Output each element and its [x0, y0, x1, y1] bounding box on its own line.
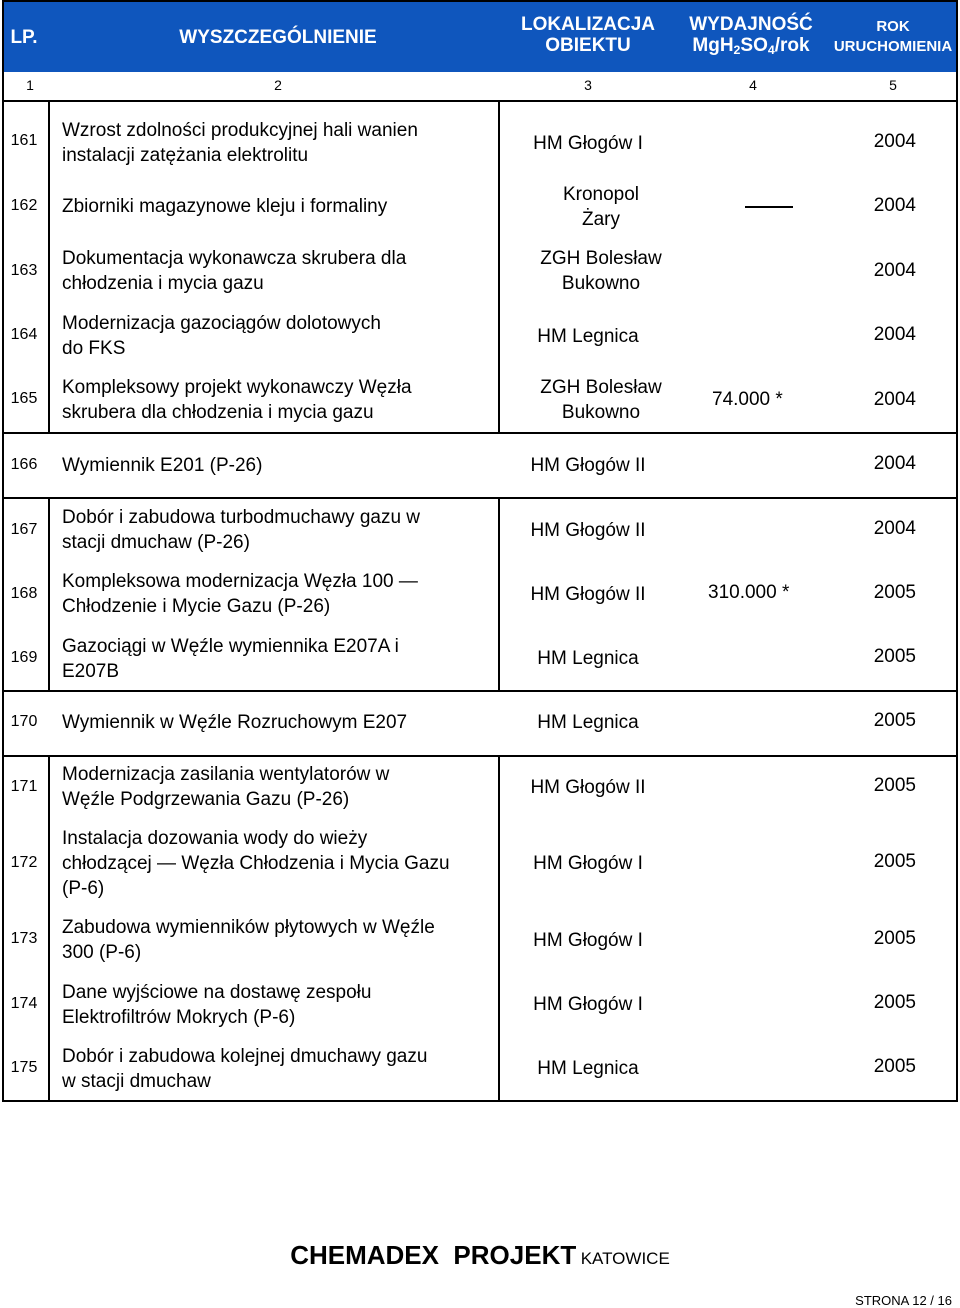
header-capacity-line2: $MgH_2SO_4$/rok [692, 35, 810, 58]
divider-a1 [48, 102, 50, 432]
row-170-lp: 170 [10, 713, 38, 730]
row-170-location: HM Legnica [537, 712, 639, 733]
row-174-year: 2005 [873, 992, 916, 1013]
row-168-output: 310.000 * [708, 582, 790, 603]
footer-title [0, 1240, 960, 1271]
row-168-lp: 168 [10, 585, 38, 602]
row-162-lp: 162 [10, 197, 38, 214]
row-168-description: Kompleksowa modernizacja Węzła 100 — Chłodzenie i Mycie Gazu (P-26) [62, 571, 418, 617]
row-169-location: HM Legnica [537, 648, 639, 669]
row-166-lp: 166 [10, 456, 38, 473]
row-163-location: ZGH Bolesław Bukowno [540, 248, 662, 294]
row-174-lp: 174 [10, 995, 38, 1012]
divider-c1 [48, 757, 50, 1100]
row-171-lp: 171 [10, 778, 38, 795]
header-location [502, 14, 674, 57]
row-166-location: HM Głogów II [530, 455, 646, 476]
row-173-description: Zabudowa wymienników płytowych w Węźle 300 (P-6) [62, 917, 435, 963]
row-161-location: HM Głogów I [533, 133, 643, 154]
row-175-lp: 175 [10, 1059, 38, 1076]
row-162-description: Zbiorniki magazynowe kleju i formaliny [62, 196, 388, 217]
table-border-bottom [2, 1100, 956, 1102]
divider-b1 [48, 499, 50, 690]
row-164-location: HM Legnica [537, 326, 639, 347]
header-location-line2: OBIEKTU [545, 35, 631, 57]
row-165-output: 74.000 * [712, 389, 783, 410]
row-175-location: HM Legnica [537, 1058, 639, 1079]
row-163-description: Dokumentacja wykonawcza skrubera dla chłodzenia i mycia gazu [62, 248, 407, 294]
row-168-year: 2005 [873, 582, 916, 603]
row-169-lp: 169 [10, 649, 38, 666]
row-174-description: Dane wyjściowe na dostawę zespołu Elektrofiltrów Mokrych (P-6) [62, 982, 372, 1028]
row-167-location: HM Głogów II [530, 520, 646, 541]
row-169-year: 2005 [873, 646, 916, 667]
row-172-location: HM Głogów I [533, 853, 643, 874]
header-year-line2: URUCHOMIENIA [833, 38, 953, 56]
row-170-description: Wymiennik w Węźle Rozruchowym E207 [62, 712, 408, 733]
row-173-location: HM Głogów I [533, 930, 643, 951]
row-167-description: Dobór i zabudowa turbodmuchawy gazu w stacji dmuchaw (P-26) [62, 507, 421, 553]
footer-company: CHEMADEX PROJEKT [290, 1240, 577, 1270]
row-165-description: Kompleksowy projekt wykonawczy Węzła skrubera dla chłodzenia i mycia gazu [62, 377, 412, 423]
row-163-year: 2004 [873, 260, 916, 281]
row-163-lp: 163 [10, 262, 38, 279]
divider-b2 [498, 499, 500, 690]
row-165-year: 2004 [873, 389, 916, 410]
row-173-lp: 173 [10, 930, 38, 947]
row-175-description: Dobór i zabudowa kolejnej dmuchawy gazu w stacji dmuchaw [62, 1046, 428, 1092]
row-175-year: 2005 [873, 1056, 916, 1077]
row-162-year: 2004 [873, 195, 916, 216]
column-number-3: 3 [584, 77, 592, 93]
header-year-line1: ROK [876, 18, 910, 35]
header-capacity [678, 14, 824, 58]
row-164-lp: 164 [10, 326, 38, 343]
row-171-year: 2005 [873, 775, 916, 796]
row-161-year: 2004 [873, 131, 916, 152]
row-162-output-dash [745, 206, 793, 208]
header-year [826, 17, 960, 58]
column-number-5: 5 [889, 77, 897, 93]
row-164-year: 2004 [873, 324, 916, 345]
row-166-description: Wymiennik E201 (P-26) [62, 455, 263, 476]
row-172-description: Instalacja dozowania wody do wieży chłodzącej — Węzła Chłodzenia i Mycia Gazu (P-6) [62, 828, 450, 899]
divider-c2 [498, 757, 500, 1100]
row-164-description: Modernizacja gazociągów dolotowych do FKS [62, 313, 381, 359]
column-number-2: 2 [274, 77, 282, 93]
rule-after-170 [2, 755, 956, 757]
header-capacity-line1: WYDAJNOŚĆ [689, 14, 813, 35]
rule-after-169 [2, 690, 956, 692]
divider-a2 [498, 102, 500, 432]
table-border-top [2, 0, 956, 2]
row-161-lp: 161 [10, 132, 38, 149]
row-172-year: 2005 [873, 851, 916, 872]
row-167-year: 2004 [873, 518, 916, 539]
row-173-year: 2005 [873, 928, 916, 949]
row-167-lp: 167 [10, 521, 38, 538]
row-162-location: Kronopol Żary [562, 184, 640, 230]
header-description: WYSZCZEGÓLNIENIE [179, 27, 377, 48]
row-169-description: Gazociągi w Węźle wymiennika E207A i E207B [62, 636, 399, 682]
row-170-year: 2005 [873, 710, 916, 731]
row-165-location: ZGH Bolesław Bukowno [540, 377, 662, 423]
row-171-location: HM Głogów II [530, 777, 646, 798]
footer-city: KATOWICE [580, 1249, 670, 1268]
row-168-location: HM Głogów II [530, 584, 646, 605]
row-165-lp: 165 [10, 390, 38, 407]
header-lp: LP. [10, 27, 38, 48]
row-172-lp: 172 [10, 854, 38, 871]
header-location-line1: LOKALIZACJA [520, 14, 656, 35]
rule-after-165 [2, 432, 956, 434]
page-number: STRONA 12 / 16 [855, 1293, 952, 1308]
rule-under-header [2, 100, 956, 102]
rule-after-166 [2, 497, 956, 499]
row-161-description: Wzrost zdolności produkcyjnej hali wanien instalacji zatężania elektrolitu [62, 120, 418, 166]
row-166-year: 2004 [873, 453, 916, 474]
row-174-location: HM Głogów I [533, 994, 643, 1015]
column-number-4: 4 [749, 77, 757, 93]
row-171-description: Modernizacja zasilania wentylatorów w Węźle Podgrzewania Gazu (P-26) [62, 764, 390, 810]
column-number-1: 1 [26, 77, 34, 93]
table-border-right [956, 0, 958, 1102]
